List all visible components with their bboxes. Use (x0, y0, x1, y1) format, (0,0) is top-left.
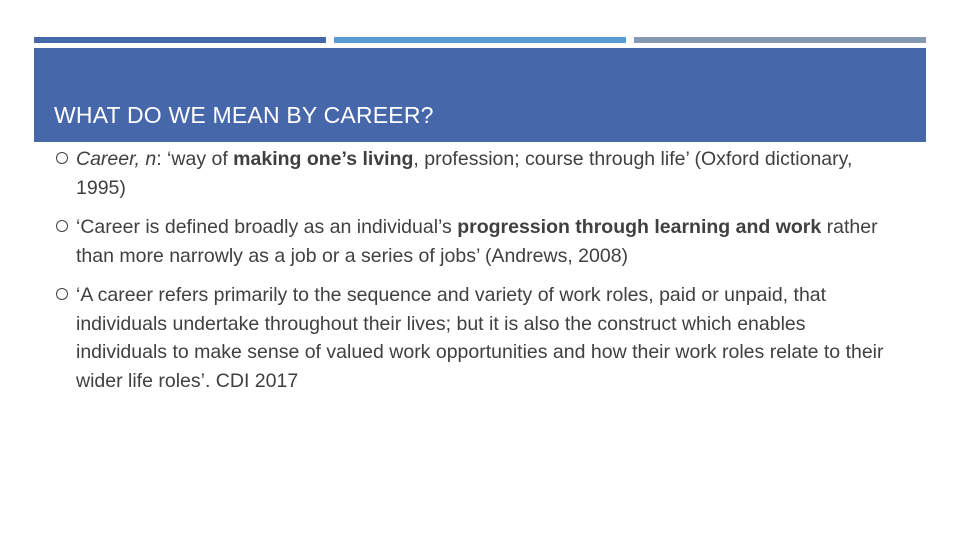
bullet-text: ‘Career is defined broadly as an individual’s (76, 216, 458, 238)
emphasis-text: making one’s living (233, 148, 414, 170)
bullet-text: ‘A career refers primarily to the sequence and variety of work roles, paid or unpaid, that individuals undertake throughout their lives; but it is also the construct which enables individuals to make sense of valued work opportunities and how their work roles relate to their wider life roles’. CDI 2017 (76, 284, 884, 392)
bullet-item-definition-cdi (56, 281, 896, 395)
term-text: Career, n (76, 148, 157, 170)
circle-bullet-icon (56, 152, 68, 164)
bullet-text: : ‘way of (156, 148, 234, 170)
slide-title: WHAT DO WE MEAN BY CAREER? (54, 102, 434, 128)
circle-bullet-icon (56, 220, 68, 232)
bullet-text: rather than more narrowly as a job or a series of jobs’ (Andrews, 2008) (76, 216, 878, 267)
accent-bar-dark-blue (34, 37, 326, 43)
title-band (34, 48, 926, 142)
bullet-item-definition-oxford (56, 145, 896, 202)
accent-bar-light-blue (334, 37, 626, 43)
emphasis-text: progression through learning and work (457, 216, 822, 238)
circle-bullet-icon (56, 288, 68, 300)
bullet-text: , profession; course through life’ (Oxford dictionary, 1995) (76, 148, 853, 199)
bullet-item-definition-andrews (56, 213, 896, 270)
bullet-list (56, 145, 896, 406)
accent-bar-gray (634, 37, 926, 43)
